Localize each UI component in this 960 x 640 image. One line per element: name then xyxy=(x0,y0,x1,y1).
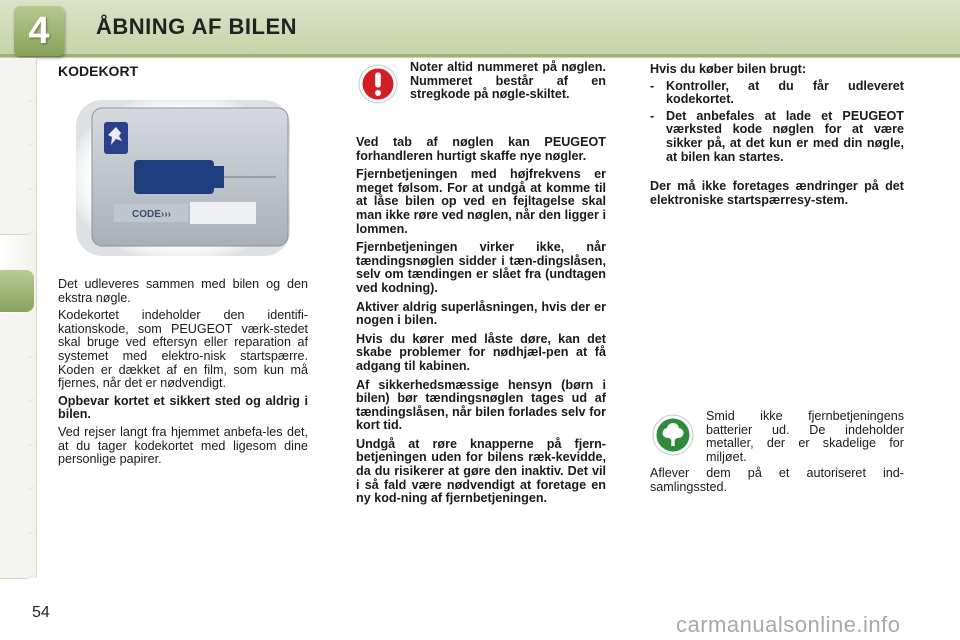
paragraph: Aktiver aldrig superlåsningen, hvis der er nogen i bilen. xyxy=(356,299,606,328)
environment-note-continued: Aflever dem på et autoriseret ind-samlingssted. xyxy=(650,466,904,494)
chapter-number: 4 xyxy=(28,10,50,52)
paragraph: Det udleveres sammen med bilen og den ekstra nøgle. xyxy=(58,277,308,305)
environment-note: Smid ikke fjernbetjeningens batterier ud. De indeholder metaller, der er skadelige for miljøet. xyxy=(706,409,904,464)
paragraph: Kodekortet indeholder den identifi-kationskode, som PEUGEOT værk-stedet skal bruge ved eftersyn eller reparation af systemet med elektro-nisk startspærre. Koden er dækket af en film, som kun må fjernes, når det er nødvendigt. xyxy=(58,308,308,391)
code-label: CODE xyxy=(132,209,161,220)
code-card-illustration xyxy=(76,100,290,256)
section-title: KODEKORT xyxy=(58,63,139,79)
list-item: - Kontroller, at du får udleveret kodekortet. xyxy=(650,78,904,107)
column-middle xyxy=(356,136,606,511)
list-item: - Det anbefales at lade et PEUGEOT værksted kode nøglen for at være sikker på, at det kun er med din nøgle, at bilen kan startes. xyxy=(650,108,904,164)
side-tab-active[interactable] xyxy=(0,270,34,312)
side-tab[interactable] xyxy=(0,446,34,491)
column-right xyxy=(650,63,904,210)
paragraph: Af sikkerhedsmæssige hensyn (børn i bilen) bør tændingsnøglen tages ud af tændingslåsen, når bilen forlades selv for kort tid. xyxy=(356,377,606,433)
side-tab[interactable] xyxy=(0,58,34,103)
paragraph: Ved rejser langt fra hjemmet anbefa-les det, at du tager kodekortet med ligesom dine personlige papirer. xyxy=(58,424,308,467)
warning-note: Noter altid nummeret på nøglen. Nummeret består af en stregkode på nøgle-skiltet. xyxy=(410,60,606,102)
side-tab[interactable] xyxy=(0,402,34,447)
column-left xyxy=(58,278,308,471)
svg-text:›››: ››› xyxy=(161,209,171,220)
side-tab[interactable] xyxy=(0,490,34,535)
watermark: carmanualsonline.info xyxy=(676,612,901,637)
side-tab[interactable] xyxy=(0,358,34,403)
used-car-heading: Hvis du køber bilen brugt: xyxy=(650,62,807,76)
paragraph: Fjernbetjeningen virker ikke, når tændingsnøglen sidder i tæn-dingslåsen, selv om tændingen er slået fra (undtagen ved kodning). xyxy=(356,240,606,295)
exclamation-warning-icon xyxy=(358,64,398,104)
paragraph: Undgå at røre knapperne på fjern-betjeningen uden for bilens ræk-kevidde, da du risikerer at gøre den inaktiv. Det vil i så fald være nødvendigt at foretage en ny kod-ning af fjernbetjeningen. xyxy=(356,436,606,506)
page-title: ÅBNING AF BILEN xyxy=(96,14,298,39)
side-tab[interactable] xyxy=(0,102,34,147)
paragraph-emphasis: Opbevar kortet et sikkert sted og aldrig i bilen. xyxy=(58,393,308,422)
paragraph: Ved tab af nøglen kan PEUGEOT forhandleren hurtigt skaffe nye nøgler. xyxy=(356,135,606,163)
paragraph: Der må ikke foretages ændringer på det elektroniske startspærresy-stem. xyxy=(650,179,904,207)
side-tab[interactable] xyxy=(0,314,34,359)
page-number: 54 xyxy=(32,604,50,621)
side-tab[interactable] xyxy=(0,146,34,191)
chapter-side-tabs xyxy=(0,58,37,578)
header-rule xyxy=(0,54,960,57)
tree-environment-icon xyxy=(652,414,694,456)
side-tab[interactable] xyxy=(0,534,34,579)
paragraph: Hvis du kører med låste døre, kan det skabe problemer for nødhjæl-pen at få adgang til kabinen. xyxy=(356,331,606,373)
side-tab[interactable] xyxy=(0,190,34,235)
paragraph: Fjernbetjeningen med højfrekvens er meget følsom. For at undgå at komme til at låse bilen op ved en fejltagelse skal man ikke røre ved nøglen, når den ligger i lommen. xyxy=(356,167,606,236)
